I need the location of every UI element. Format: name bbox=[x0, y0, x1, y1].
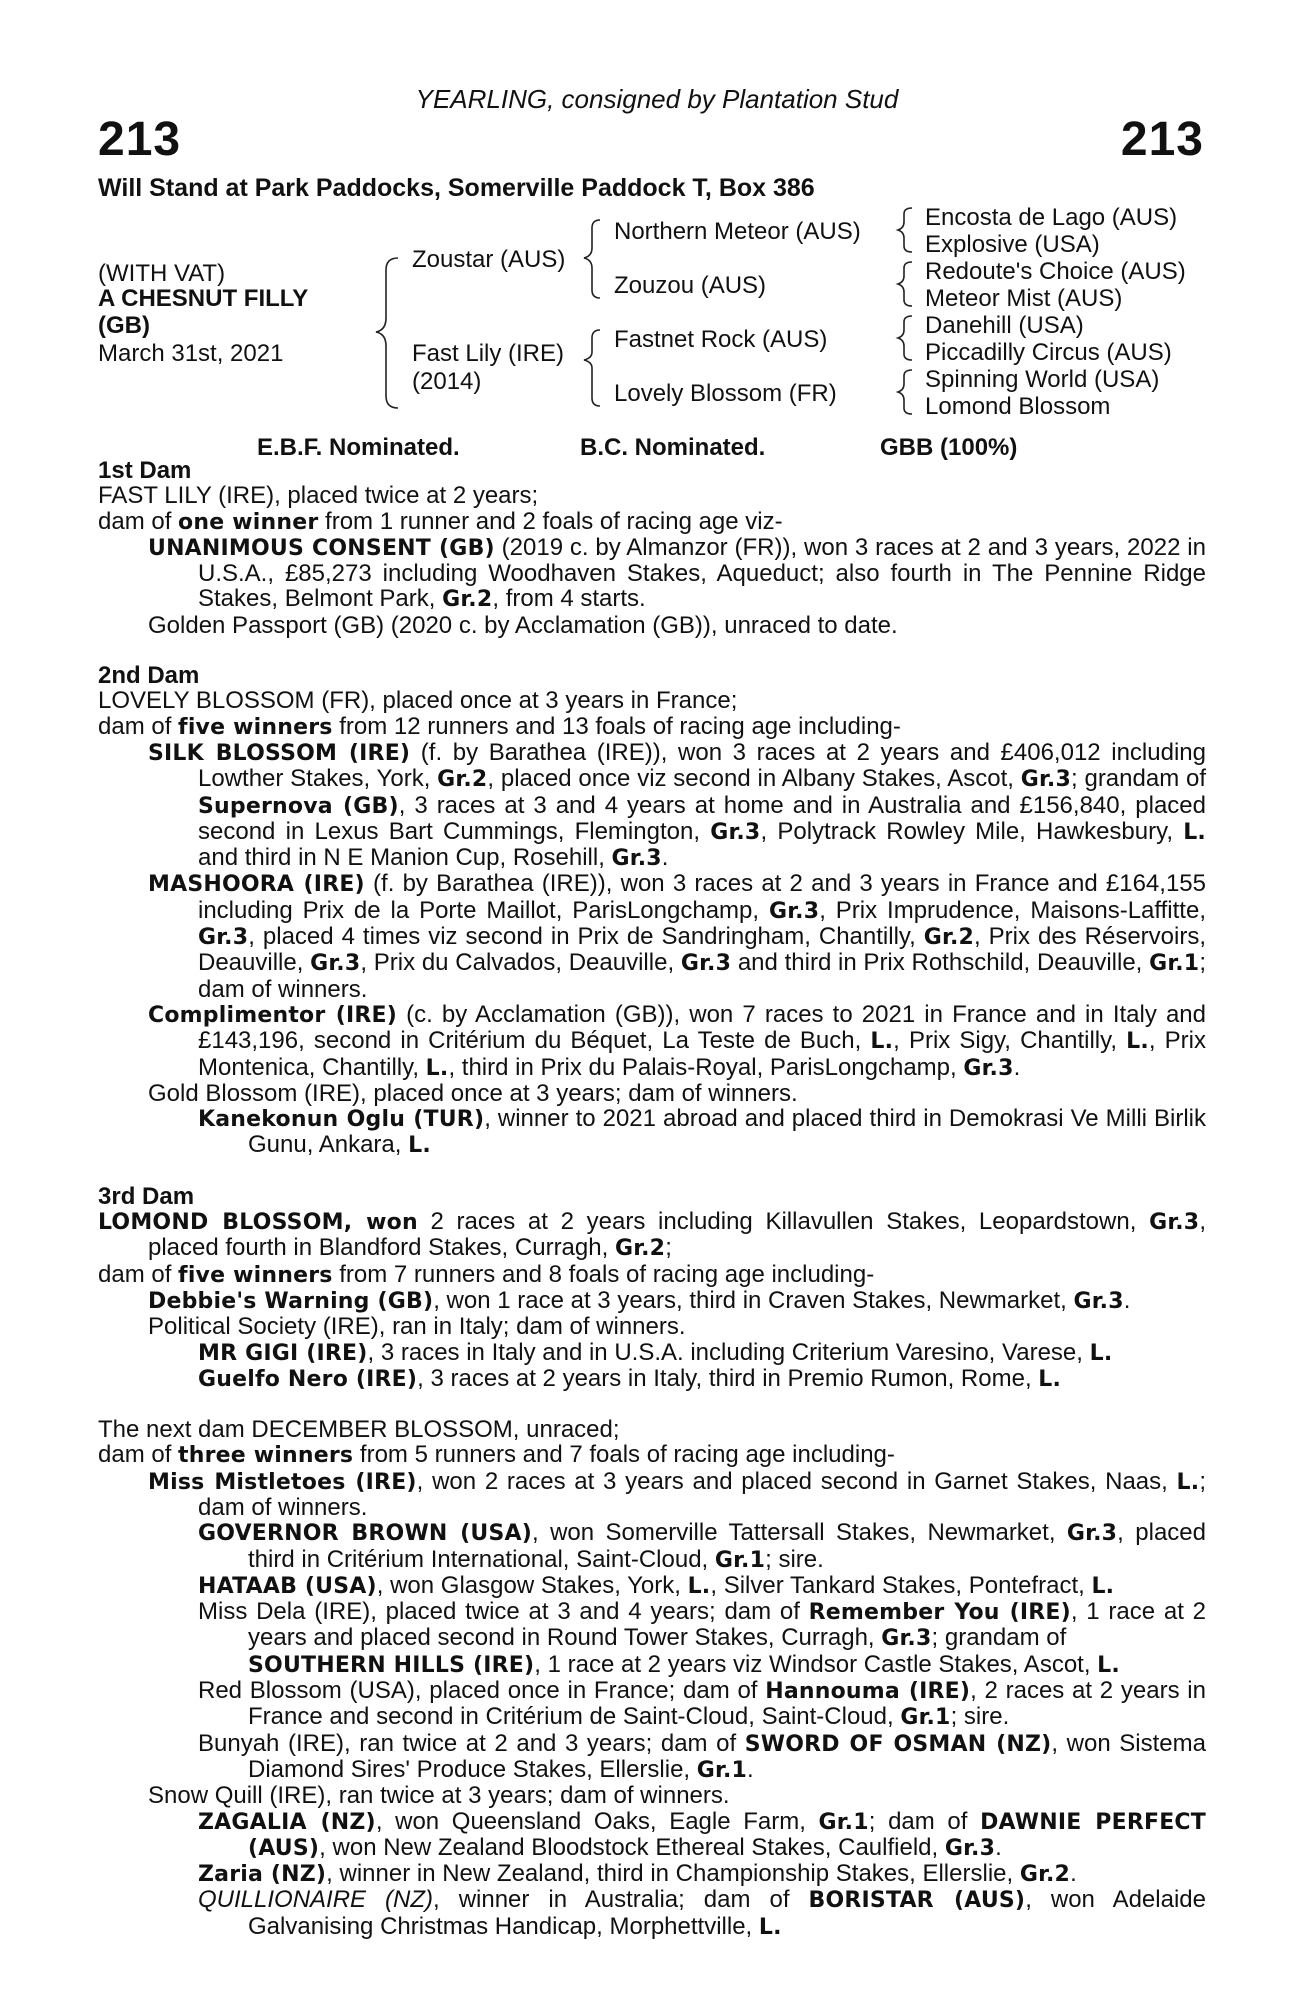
third-dam-summary: dam of five winners from 7 runners and 8 foals of racing age including- bbox=[98, 1260, 875, 1288]
horse-description-country: (GB) bbox=[98, 312, 150, 339]
produce-zagalia: ZAGALIA (NZ), won Queensland Oaks, Eagle Farm, Gr.1; dam of DAWNIE PERFECT (AUS), won New Zealand Bloodstock Ethereal Stakes, Caulfield, Gr.3. bbox=[198, 1807, 1206, 1861]
produce-mashoora: MASHOORA (IRE) (f. by Barathea (IRE)), won 3 races at 2 and 3 years in France and £164,155 including Prix de la Porte Maillot, ParisLongchamp, Gr.3, Prix Imprudence, Maisons-Laffitte, Gr.3, placed 4 times viz second in Prix de Sandringham, Chantilly, Gr.2, Prix des Réservoirs, Deauville, Gr.3, Prix du Calvados, Deauville, Gr.3 and third in Prix Rothschild, Deauville, Gr.1; dam of winners. bbox=[148, 870, 1206, 1003]
pedigree-dam-year: (2014) bbox=[412, 368, 482, 395]
pedigree-sire-sire: Northern Meteor (AUS) bbox=[614, 218, 861, 245]
produce-golden-passport: Golden Passport (GB) (2020 c. by Acclamation (GB)), unraced to date. bbox=[148, 611, 898, 639]
consignment-line: YEARLING, consigned by Plantation Stud bbox=[415, 84, 899, 114]
third-dam-line: LOMOND BLOSSOM, won 2 races at 2 years including Killavullen Stakes, Leopardstown, Gr.3, placed fourth in Blandford Stakes, Curragh, Gr.2; bbox=[98, 1208, 1206, 1262]
pedigree-sire-dam: Zouzou (AUS) bbox=[614, 272, 767, 299]
produce-record bbox=[98, 458, 1206, 1940]
pedigree-g2: Explosive (USA) bbox=[925, 231, 1100, 258]
produce-zaria: Zaria (NZ), winner in New Zealand, third in Championship Stakes, Ellerslie, Gr.2. bbox=[198, 1860, 1077, 1888]
foaling-date: March 31st, 2021 bbox=[98, 340, 284, 367]
pedigree-g4: Meteor Mist (AUS) bbox=[925, 285, 1123, 312]
produce-complimentor: Complimentor (IRE) (c. by Acclamation (GB)), won 7 races to 2021 in France and in Italy and £143,196, second in Critérium du Béquet, La Teste de Buch, L., Prix Sigy, Chantilly, L., Prix Montenica, Chantilly, L., third in Prix du Palais-Royal, ParisLongchamp, Gr.3. bbox=[148, 1000, 1206, 1081]
pedigree-g7: Spinning World (USA) bbox=[925, 366, 1160, 393]
produce-silk-blossom: SILK BLOSSOM (IRE) (f. by Barathea (IRE)), won 3 races at 2 years and £406,012 including Lowther Stakes, York, Gr.2, placed once viz second in Albany Stakes, Ascot, Gr.3; grandam of Supernova (GB), 3 races at 3 and 4 years at home and in Australia and £156,840, placed second in Lexus Bart Cummings, Flemington, Gr.3, Polytrack Rowley Mile, Hawkesbury, L. and third in N E Manion Cup, Rosehill, Gr.3. bbox=[148, 738, 1206, 872]
stand-location: Will Stand at Park Paddocks, Somerville Paddock T, Box 386 bbox=[98, 174, 815, 202]
pedigree-dam-dam: Lovely Blossom (FR) bbox=[614, 380, 837, 407]
pedigree-g8: Lomond Blossom bbox=[925, 393, 1111, 420]
produce-unanimous-consent: UNANIMOUS CONSENT (GB) (2019 c. by Almanzor (FR)), won 3 races at 2 and 3 years, 2022 in U.S.A., £85,273 including Woodhaven Stakes, Aqueduct; also fourth in The Pennine Ridge Stakes, Belmont Park, Gr.2, from 4 starts. bbox=[148, 533, 1206, 613]
produce-hataab: HATAAB (USA), won Glasgow Stakes, York, L., Silver Tankard Stakes, Pontefract, L. bbox=[198, 1571, 1115, 1599]
produce-southern-hills: SOUTHERN HILLS (IRE), 1 race at 2 years viz Windsor Castle Stakes, Ascot, L. bbox=[248, 1650, 1120, 1678]
pedigree-g1: Encosta de Lago (AUS) bbox=[925, 204, 1178, 231]
produce-red-blossom: Red Blossom (USA), placed once in France; dam of Hannouma (IRE), 2 races at 2 years in France and second in Critérium de Saint-Cloud, Saint-Cloud, Gr.1; sire. bbox=[198, 1677, 1206, 1731]
pedigree-dam: Fast Lily (IRE) bbox=[412, 340, 565, 367]
first-dam-summary: dam of one winner from 1 runner and 2 foals of racing age viz- bbox=[98, 507, 783, 535]
second-dam-summary: dam of five winners from 12 runners and 13 foals of racing age including- bbox=[98, 712, 901, 740]
second-dam-line: LOVELY BLOSSOM (FR), placed once at 3 years in France; bbox=[98, 687, 738, 715]
second-dam-heading: 2nd Dam bbox=[98, 662, 200, 690]
lot-number-right: 213 bbox=[1120, 113, 1204, 166]
first-dam-line: FAST LILY (IRE), placed twice at 2 years; bbox=[98, 482, 539, 510]
produce-miss-dela: Miss Dela (IRE), placed twice at 3 and 4 years; dam of Remember You (IRE), 1 race at 2 years and placed second in Round Tower Stakes, Curragh, Gr.3; grandam of bbox=[198, 1598, 1206, 1652]
third-dam-heading: 3rd Dam bbox=[98, 1182, 195, 1210]
pedigree-sire: Zoustar (AUS) bbox=[412, 246, 566, 273]
bc-nomination: B.C. Nominated. bbox=[580, 434, 766, 461]
produce-political-society: Political Society (IRE), ran in Italy; dam of winners. bbox=[148, 1313, 686, 1341]
vat-note: (WITH VAT) bbox=[98, 260, 226, 287]
produce-gold-blossom: Gold Blossom (IRE), placed once at 3 years; dam of winners. bbox=[148, 1079, 798, 1107]
produce-guelfo-nero: Guelfo Nero (IRE), 3 races at 2 years in Italy, third in Premio Rumon, Rome, L. bbox=[198, 1364, 1062, 1392]
pedigree-g5: Danehill (USA) bbox=[925, 312, 1084, 339]
produce-snow-quill: Snow Quill (IRE), ran twice at 3 years; dam of winners. bbox=[148, 1782, 730, 1810]
horse-description: A CHESNUT FILLY bbox=[98, 285, 309, 312]
gbb-note: GBB (100%) bbox=[880, 434, 1018, 461]
next-dam-line: The next dam DECEMBER BLOSSOM, unraced; bbox=[98, 1416, 620, 1444]
pedigree-dam-sire: Fastnet Rock (AUS) bbox=[614, 326, 828, 353]
produce-quillionaire: QUILLIONAIRE (NZ), winner in Australia; dam of BORISTAR (AUS), won Adelaide Galvanising Christmas Handicap, Morphettville, L. bbox=[198, 1886, 1206, 1940]
produce-governor-brown: GOVERNOR BROWN (USA), won Somerville Tattersall Stakes, Newmarket, Gr.3, placed third in Critérium International, Saint-Cloud, Gr.1; sire. bbox=[198, 1519, 1206, 1573]
produce-debbies-warning: Debbie's Warning (GB), won 1 race at 3 years, third in Craven Stakes, Newmarket, Gr.3. bbox=[148, 1286, 1131, 1314]
produce-miss-mistletoes: Miss Mistletoes (IRE), won 2 races at 3 years and placed second in Garnet Stakes, Naas, L.; dam of winners. bbox=[148, 1467, 1206, 1521]
pedigree-g3: Redoute's Choice (AUS) bbox=[925, 258, 1186, 285]
produce-mr-gigi: MR GIGI (IRE), 3 races in Italy and in U.S.A. including Criterium Varesino, Varese, L. bbox=[198, 1338, 1113, 1366]
first-dam-heading: 1st Dam bbox=[98, 457, 192, 484]
produce-bunyah: Bunyah (IRE), ran twice at 2 and 3 years; dam of SWORD OF OSMAN (NZ), won Sistema Diamond Sires' Produce Stakes, Ellerslie, Gr.1. bbox=[198, 1729, 1206, 1783]
ebf-nomination: E.B.F. Nominated. bbox=[257, 434, 460, 461]
produce-kanekonun-oglu: Kanekonun Oglu (TUR), winner to 2021 abroad and placed third in Demokrasi Ve Milli Birlik Gunu, Ankara, L. bbox=[198, 1105, 1206, 1159]
lot-number-left: 213 bbox=[98, 113, 182, 166]
pedigree-g6: Piccadilly Circus (AUS) bbox=[925, 339, 1172, 366]
next-dam-summary: dam of three winners from 5 runners and 7 foals of racing age including- bbox=[98, 1441, 895, 1469]
